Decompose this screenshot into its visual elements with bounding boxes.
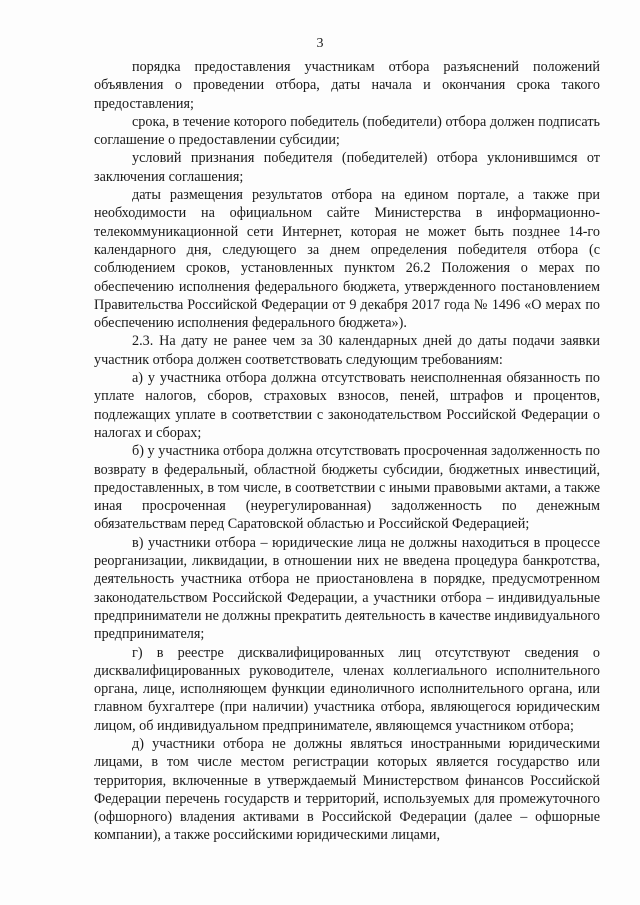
paragraph-requirement-b: б) у участника отбора должна отсутствовать просроченная задолженность по возврату в федеральный, областной бюджеты субсидии, бюджетных инвестиций, предоставленных, в том числе, в соответствии с иными правовыми актами, а также иная просроченная (неурегулированная) задолженность по денежным обязательствам перед Саратовской областью и Российской Федерацией; [94,443,600,533]
paragraph-requirement-g: г) в реестре дисквалифицированных лиц отсутствуют сведения о дисквалифицированных руководителе, членах коллегиального исполнительного органа, лице, исполняющем функции единоличного исполнительного органа, или главном бухгалтере (при наличии) участника отбора, являющегося юридическим лицом, об индивидуальном предпринимателе, являющемся участником отбора; [94,644,600,734]
page-number: 3 [316,36,324,51]
paragraph-results-date: даты размещения результатов отбора на едином портале, а также при необходимости на официальном сайте Министерства в информационно-телекоммуникационной сети Интернет, которая не может быть позднее 14-го календарного дня, следующего за днем определения победителя отбора (с соблюдением сроков, установленных пунктом 26.2 Положения о мерах по обеспечению исполнения федерального бюджета, утвержденного постановлением Правительства Российской Федерации от 9 декабря 2017 года № 1496 «О мерах по обеспечению исполнения федерального бюджета»). [94,187,600,332]
paragraph-agreement-term: срока, в течение которого победитель (победители) отбора должен подписать соглашение о предоставлении субсидии; [94,113,600,149]
paragraph-clarifications: порядка предоставления участникам отбора разъяснений положений объявления о проведении отбора, даты начала и окончания срока такого предоставления; [94,59,600,112]
paragraph-evasion-conditions: условий признания победителя (победителей) отбора уклонившимся от заключения соглашения; [94,150,600,185]
paragraph-section-2-3: 2.3. На дату не ранее чем за 30 календарных дней до даты подачи заявки участник отбора должен соответствовать следующим требованиям: [94,333,600,368]
paragraph-requirement-v: в) участники отбора – юридические лица не должны находиться в процессе реорганизации, ликвидации, в отношении них не введена процедура банкротства, деятельность участника отбора не приостановлена в порядке, предусмотренном законодательством Российской Федерации, а участники отбора – индивидуальные предприниматели не должны прекратить деятельность в качестве индивидуального предпринимателя; [94,534,600,643]
paragraph-requirement-d: д) участники отбора не должны являться иностранными юридическими лицами, в том числе местом регистрации которых является государство или территория, включенные в утверждаемый Министерством финансов Российской Федерации перечень государств и территорий, используемых для промежуточного (офшорного) владения активами в Российской Федерации (далее – офшорные компании), а также российскими юридическими лицами, [94,735,600,844]
document-body [94,58,600,845]
paragraph-requirement-a: а) у участника отбора должна отсутствовать неисполненная обязанность по уплате налогов, сборов, страховых взносов, пеней, штрафов и процентов, подлежащих уплате в соответствии с законодательством Российской Федерации о налогах и сборах; [94,370,600,441]
